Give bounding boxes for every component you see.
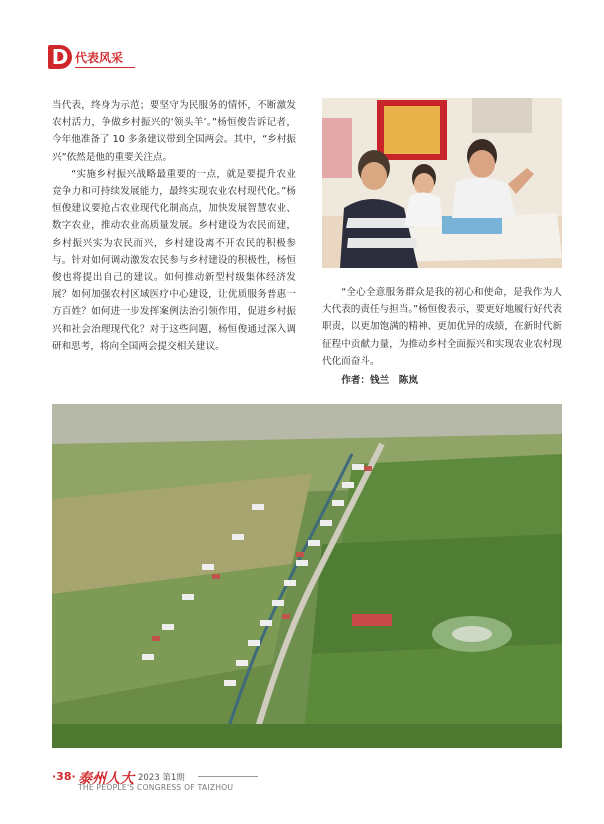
aerial-village-photo bbox=[52, 404, 562, 748]
issue-label: 2023 第1期 bbox=[138, 773, 185, 783]
magazine-name: 泰州人大 bbox=[78, 771, 134, 787]
left-text-column bbox=[52, 97, 296, 355]
meeting-photo-illustration bbox=[322, 98, 562, 268]
section-letter-mark: D bbox=[48, 45, 72, 69]
paragraph: “实施乡村振兴战略最重要的一点，就是要提升农业竞争力和可持续发展能力，最终实现农业农村现代化。”杨恒俊建议要抢占农业现代化制高点，加快发展智慧农业、数字农业，推动农业高质量发展。乡村建设为农民而建，乡村振兴实为农民而兴，乡村建设离不开农民的积极参与。针对如何调动激发农民参与乡村建设的积极性，杨恒俊也将提出自己的建议。如何推动新型村级集体经济发展？如何加强农村区域医疗中心建设，让优质服务普惠一方百姓？如何进一步发挥案例法治引领作用，促进乡村振兴和社会治理现代化？对于这些问题，杨恒俊通过深入调研和思考，将向全国两会提交相关建议。 bbox=[52, 168, 296, 352]
section-title: 代表风采 bbox=[75, 51, 124, 65]
footer-rule bbox=[198, 776, 258, 777]
page-number: ·38· bbox=[52, 770, 76, 783]
magazine-english-name: THE PEOPLE'S CONGRESS OF TAIZHOU bbox=[78, 783, 234, 792]
author-byline: 作者：钱兰 陈岚 bbox=[341, 375, 418, 387]
paragraph: 当代表，终身为示范；要坚守为民服务的情怀，不断激发农村活力，争做乡村振兴的‘领头羊’。”杨恒俊告诉记者，今年他准备了 10 多条建议带到全国两会。其中，“乡村振兴”依然是他的重要关注点。 bbox=[52, 100, 296, 163]
page-footer bbox=[52, 768, 562, 792]
header-rule bbox=[75, 67, 135, 68]
aerial-village-illustration bbox=[52, 404, 562, 748]
paragraph: “全心全意服务群众是我的初心和使命，是我作为人大代表的责任与担当。”杨恒俊表示，要更好地履行好代表职责，以更加饱满的精神、更加优异的成绩，在新时代新征程中贡献力量，为推动乡村全面振兴和实现农业农村现代化而奋斗。 bbox=[322, 287, 563, 367]
meeting-photo bbox=[322, 98, 562, 268]
right-text-column bbox=[322, 284, 562, 389]
